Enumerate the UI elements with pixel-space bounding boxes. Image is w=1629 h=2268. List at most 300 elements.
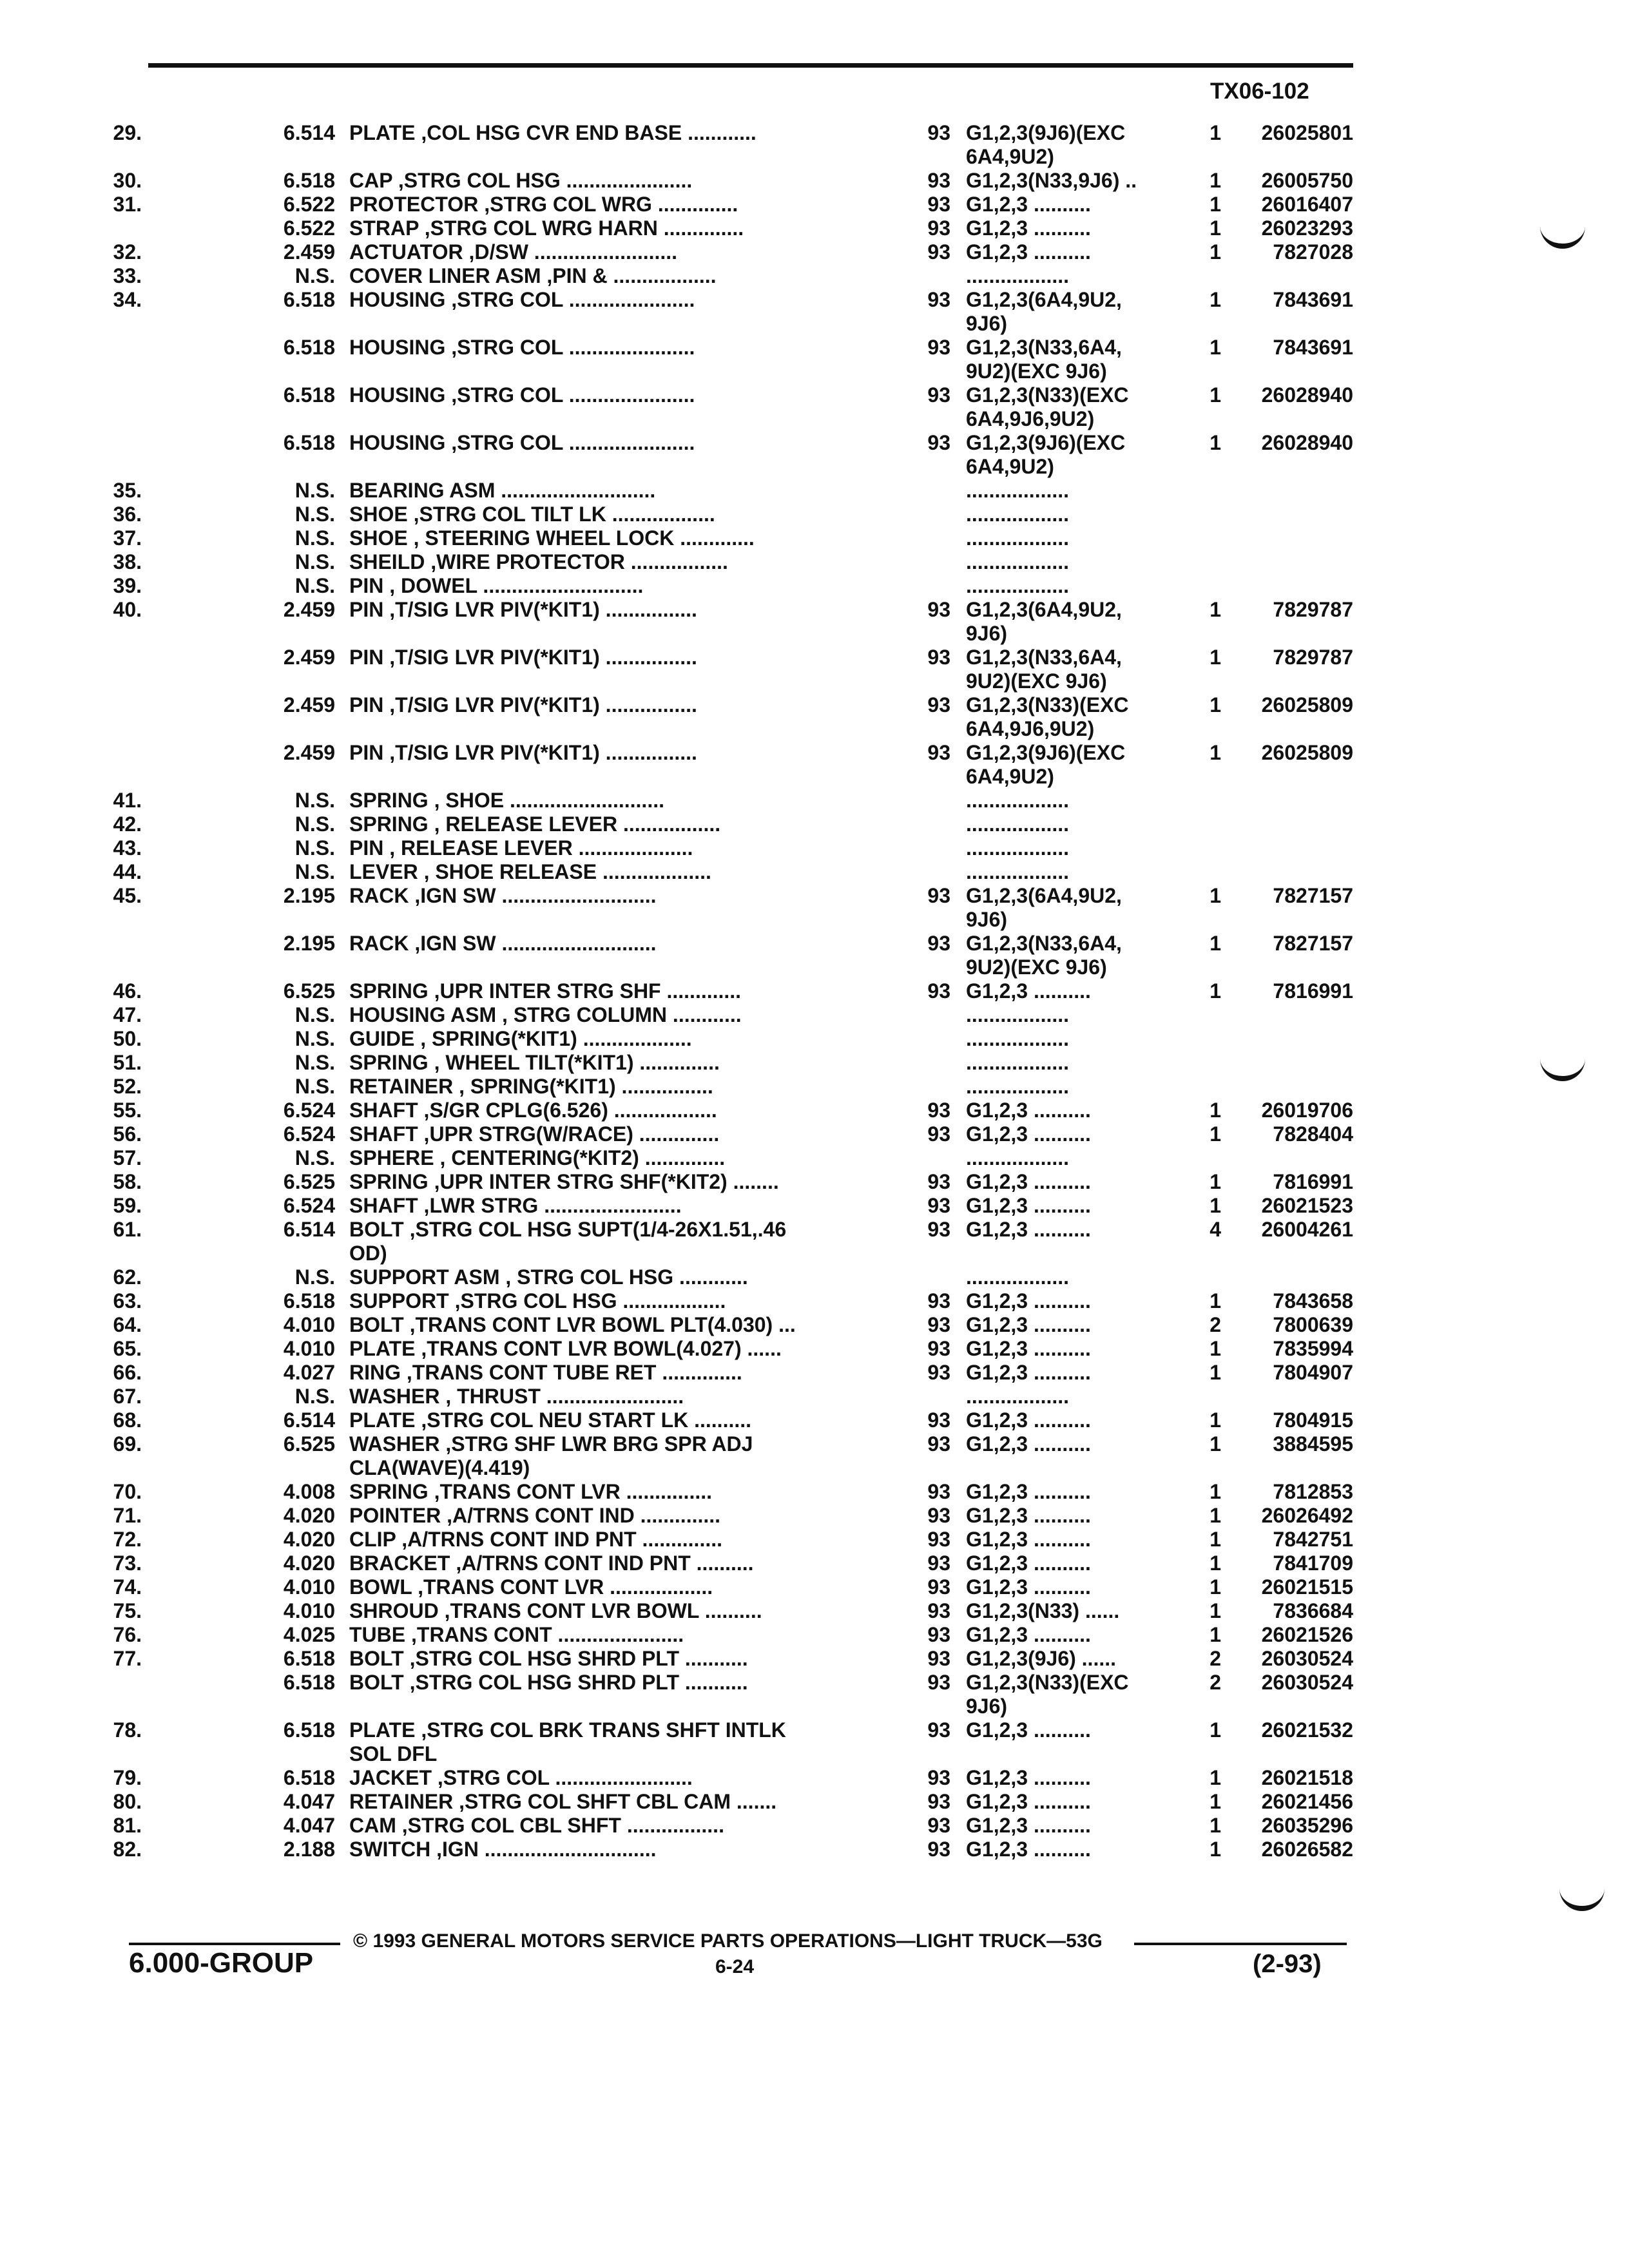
table-row	[0, 1218, 1629, 1265]
table-row	[0, 836, 1629, 860]
table-row	[0, 1528, 1629, 1552]
group-number: N.S.	[294, 1385, 335, 1408]
ref-number: 37.	[113, 526, 142, 550]
quantity: 1	[1210, 1099, 1221, 1122]
table-row	[0, 1313, 1629, 1337]
group-number: N.S.	[294, 1027, 335, 1050]
model-year: 93	[927, 1218, 950, 1241]
table-row	[0, 1718, 1629, 1766]
part-description: SUPPORT ,STRG COL HSG ..................	[349, 1289, 726, 1312]
part-number: 7829787	[1273, 598, 1353, 621]
part-description: JACKET ,STRG COL ........................	[349, 1766, 693, 1789]
part-description: BRACKET ,A/TRNS CONT IND PNT ..........	[349, 1552, 754, 1575]
usage-code: G1,2,3(N33,9J6) ..	[966, 169, 1137, 192]
ref-number: 36.	[113, 503, 142, 526]
group-number: 6.514	[283, 1218, 335, 1241]
usage-code: G1,2,3 ..........	[966, 1218, 1091, 1241]
part-number: 7816991	[1273, 979, 1353, 1003]
quantity: 1	[1210, 1337, 1221, 1360]
table-row	[0, 693, 1629, 741]
ref-number: 57.	[113, 1146, 142, 1169]
part-description: PLATE ,STRG COL BRK TRANS SHFT INTLK SOL DFL	[349, 1718, 786, 1765]
part-number: 7843691	[1273, 288, 1353, 311]
part-description: RACK ,IGN SW ...........................	[349, 884, 657, 907]
group-number: 6.522	[283, 193, 335, 216]
model-year: 93	[927, 932, 950, 955]
model-year: 93	[927, 1432, 950, 1456]
model-year: 93	[927, 1647, 950, 1670]
table-row	[0, 1838, 1629, 1861]
table-row	[0, 431, 1629, 479]
model-year: 93	[927, 1122, 950, 1146]
ref-number: 68.	[113, 1408, 142, 1432]
group-number: 6.518	[283, 288, 335, 311]
group-number: 6.518	[283, 1766, 335, 1789]
punch-mark	[1559, 1887, 1605, 1911]
group-number: 4.008	[283, 1480, 335, 1503]
quantity: 1	[1210, 741, 1221, 764]
part-description: HOUSING ,STRG COL ......................	[349, 288, 695, 311]
usage-code: G1,2,3 ..........	[966, 1099, 1091, 1122]
footer-rule-right	[1134, 1943, 1347, 1945]
ref-number: 33.	[113, 264, 142, 287]
ref-number: 52.	[113, 1075, 142, 1098]
ref-number: 70.	[113, 1480, 142, 1503]
ref-number: 45.	[113, 884, 142, 907]
ref-number: 82.	[113, 1838, 142, 1861]
group-number: 4.047	[283, 1790, 335, 1813]
model-year: 93	[927, 1408, 950, 1432]
part-description: SHAFT ,UPR STRG(W/RACE) ..............	[349, 1122, 720, 1146]
part-description: COVER LINER ASM ,PIN & ..................	[349, 264, 717, 287]
part-description: PIN ,T/SIG LVR PIV(*KIT1) ................	[349, 646, 697, 669]
group-number: 2.459	[283, 741, 335, 764]
part-description: SHEILD ,WIRE PROTECTOR .................	[349, 550, 728, 573]
ref-number: 40.	[113, 598, 142, 621]
quantity: 1	[1210, 336, 1221, 359]
ref-number: 50.	[113, 1027, 142, 1050]
usage-code: G1,2,3 ..........	[966, 1194, 1091, 1217]
group-number: 6.524	[283, 1099, 335, 1122]
usage-code: ..................	[966, 503, 1070, 526]
ref-number: 31.	[113, 193, 142, 216]
part-description: SHOE ,STRG COL TILT LK ..................	[349, 503, 715, 526]
part-number: 7843658	[1273, 1289, 1353, 1312]
ref-number: 39.	[113, 574, 142, 597]
usage-code: G1,2,3 ..........	[966, 1122, 1091, 1146]
part-number: 7804915	[1273, 1408, 1353, 1432]
ref-number: 34.	[113, 288, 142, 311]
part-number: 26025809	[1261, 741, 1353, 764]
group-number: 6.518	[283, 336, 335, 359]
table-row	[0, 860, 1629, 884]
quantity: 2	[1210, 1313, 1221, 1336]
group-number: N.S.	[294, 503, 335, 526]
usage-code: ..................	[966, 1385, 1070, 1408]
quantity: 1	[1210, 1575, 1221, 1599]
part-number: 26021518	[1261, 1766, 1353, 1789]
usage-code: G1,2,3(9J6)(EXC 6A4,9U2)	[966, 121, 1126, 168]
table-row	[0, 1408, 1629, 1432]
ref-number: 80.	[113, 1790, 142, 1813]
usage-code: ..................	[966, 789, 1070, 812]
group-number: 4.027	[283, 1361, 335, 1384]
part-description: PLATE ,TRANS CONT LVR BOWL(4.027) ......	[349, 1337, 782, 1360]
part-description: LEVER , SHOE RELEASE ...................	[349, 860, 711, 883]
quantity: 1	[1210, 979, 1221, 1003]
part-number: 26025801	[1261, 121, 1353, 144]
usage-code: G1,2,3 ..........	[966, 193, 1091, 216]
ref-number: 43.	[113, 836, 142, 860]
part-description: PIN ,T/SIG LVR PIV(*KIT1) ................	[349, 693, 697, 716]
part-number: 7827028	[1273, 240, 1353, 264]
group-number: 2.188	[283, 1838, 335, 1861]
quantity: 1	[1210, 1718, 1221, 1742]
ref-number: 44.	[113, 860, 142, 883]
part-number: 7842751	[1273, 1528, 1353, 1551]
ref-number: 29.	[113, 121, 142, 144]
quantity: 1	[1210, 121, 1221, 144]
group-number: N.S.	[294, 789, 335, 812]
quantity: 1	[1210, 1838, 1221, 1861]
table-row	[0, 1265, 1629, 1289]
model-year: 93	[927, 1599, 950, 1622]
table-row	[0, 1575, 1629, 1599]
quantity: 1	[1210, 193, 1221, 216]
table-row	[0, 1027, 1629, 1051]
usage-code: ..................	[966, 860, 1070, 883]
usage-code: G1,2,3 ..........	[966, 1480, 1091, 1503]
ref-number: 66.	[113, 1361, 142, 1384]
usage-code: G1,2,3 ..........	[966, 1814, 1091, 1837]
part-number: 26028940	[1261, 383, 1353, 407]
table-row	[0, 240, 1629, 264]
group-number: N.S.	[294, 1051, 335, 1074]
group-number: 2.195	[283, 884, 335, 907]
quantity: 2	[1210, 1671, 1221, 1694]
ref-number: 73.	[113, 1552, 142, 1575]
part-description: SPRING , SHOE ...........................	[349, 789, 664, 812]
quantity: 2	[1210, 1647, 1221, 1670]
group-number: 6.525	[283, 1432, 335, 1456]
usage-code: G1,2,3(N33,6A4, 9U2)(EXC 9J6)	[966, 336, 1122, 383]
usage-code: G1,2,3 ..........	[966, 1504, 1091, 1527]
usage-code: G1,2,3(9J6)(EXC 6A4,9U2)	[966, 741, 1126, 788]
page-code: TX06-102	[1210, 79, 1309, 104]
group-number: 6.514	[283, 121, 335, 144]
part-description: PLATE ,STRG COL NEU START LK ..........	[349, 1408, 752, 1432]
model-year: 93	[927, 1480, 950, 1503]
part-number: 26026492	[1261, 1504, 1353, 1527]
footer-date: (2-93)	[1253, 1950, 1322, 1978]
part-description: BOLT ,STRG COL HSG SHRD PLT ...........	[349, 1647, 748, 1670]
group-number: 6.518	[283, 383, 335, 407]
part-number: 26019706	[1261, 1099, 1353, 1122]
table-row	[0, 598, 1629, 646]
table-row	[0, 1099, 1629, 1122]
model-year: 93	[927, 979, 950, 1003]
model-year: 93	[927, 1528, 950, 1551]
usage-code: G1,2,3 ..........	[966, 1552, 1091, 1575]
part-number: 26030524	[1261, 1647, 1353, 1670]
group-number: 4.020	[283, 1528, 335, 1551]
quantity: 1	[1210, 431, 1221, 454]
usage-code: G1,2,3 ..........	[966, 1289, 1091, 1312]
model-year: 93	[927, 1766, 950, 1789]
part-description: SPRING , WHEEL TILT(*KIT1) ..............	[349, 1051, 720, 1074]
usage-code: G1,2,3 ..........	[966, 1575, 1091, 1599]
quantity: 1	[1210, 383, 1221, 407]
usage-code: G1,2,3(6A4,9U2, 9J6)	[966, 598, 1122, 645]
quantity: 1	[1210, 1504, 1221, 1527]
quantity: 1	[1210, 1814, 1221, 1837]
table-row	[0, 193, 1629, 216]
ref-number: 56.	[113, 1122, 142, 1146]
table-row	[0, 1790, 1629, 1814]
part-description: SHAFT ,S/GR CPLG(6.526) ..................	[349, 1099, 717, 1122]
usage-code: ..................	[966, 479, 1070, 502]
ref-number: 63.	[113, 1289, 142, 1312]
part-description: SUPPORT ASM , STRG COL HSG ............	[349, 1265, 748, 1289]
usage-code: G1,2,3 ..........	[966, 1790, 1091, 1813]
part-description: PIN ,T/SIG LVR PIV(*KIT1) ................	[349, 598, 697, 621]
ref-number: 81.	[113, 1814, 142, 1837]
ref-number: 76.	[113, 1623, 142, 1646]
usage-code: ..................	[966, 264, 1070, 287]
usage-code: G1,2,3(N33,6A4, 9U2)(EXC 9J6)	[966, 932, 1122, 979]
usage-code: G1,2,3 ..........	[966, 1361, 1091, 1384]
part-number: 26016407	[1261, 193, 1353, 216]
usage-code: G1,2,3 ..........	[966, 1313, 1091, 1336]
part-description: SPRING , RELEASE LEVER .................	[349, 812, 721, 836]
model-year: 93	[927, 1790, 950, 1813]
usage-code: ..................	[966, 812, 1070, 836]
part-description: PLATE ,COL HSG CVR END BASE ............	[349, 121, 757, 144]
group-number: 2.459	[283, 693, 335, 716]
group-number: N.S.	[294, 574, 335, 597]
part-number: 26021523	[1261, 1194, 1353, 1217]
table-row	[0, 1122, 1629, 1146]
part-number: 7829787	[1273, 646, 1353, 669]
group-number: 4.020	[283, 1552, 335, 1575]
usage-code: ..................	[966, 1075, 1070, 1098]
part-number: 26028940	[1261, 431, 1353, 454]
group-number: 6.525	[283, 1170, 335, 1193]
model-year: 93	[927, 1170, 950, 1193]
model-year: 93	[927, 216, 950, 240]
group-number: 6.518	[283, 1718, 335, 1742]
part-description: BOLT ,STRG COL HSG SHRD PLT ...........	[349, 1671, 748, 1694]
quantity: 1	[1210, 1528, 1221, 1551]
quantity: 1	[1210, 1599, 1221, 1622]
usage-code: G1,2,3(6A4,9U2, 9J6)	[966, 884, 1122, 931]
ref-number: 59.	[113, 1194, 142, 1217]
table-row	[0, 789, 1629, 812]
model-year: 93	[927, 1504, 950, 1527]
part-description: CLIP ,A/TRNS CONT IND PNT ..............	[349, 1528, 722, 1551]
group-number: N.S.	[294, 550, 335, 573]
model-year: 93	[927, 1099, 950, 1122]
group-number: 6.518	[283, 169, 335, 192]
group-number: 4.020	[283, 1504, 335, 1527]
part-description: HOUSING ,STRG COL ......................	[349, 431, 695, 454]
model-year: 93	[927, 288, 950, 311]
group-number: N.S.	[294, 1075, 335, 1098]
model-year: 93	[927, 336, 950, 359]
part-number: 26021456	[1261, 1790, 1353, 1813]
table-row	[0, 1814, 1629, 1838]
usage-code: G1,2,3(N33) ......	[966, 1599, 1120, 1622]
part-description: BEARING ASM ...........................	[349, 479, 656, 502]
part-description: SPHERE , CENTERING(*KIT2) ..............	[349, 1146, 726, 1169]
usage-code: ..................	[966, 1146, 1070, 1169]
part-description: HOUSING ASM , STRG COLUMN ............	[349, 1003, 742, 1026]
table-row	[0, 1599, 1629, 1623]
part-description: SPRING ,UPR INTER STRG SHF .............	[349, 979, 742, 1003]
usage-code: G1,2,3 ..........	[966, 216, 1091, 240]
part-number: 26030524	[1261, 1671, 1353, 1694]
model-year: 93	[927, 1194, 950, 1217]
table-row	[0, 336, 1629, 383]
usage-code: G1,2,3 ..........	[966, 1170, 1091, 1193]
usage-code: ..................	[966, 526, 1070, 550]
quantity: 1	[1210, 1623, 1221, 1646]
ref-number: 51.	[113, 1051, 142, 1074]
quantity: 1	[1210, 288, 1221, 311]
part-description: WASHER ,STRG SHF LWR BRG SPR ADJ CLA(WAVE)(4.419)	[349, 1432, 753, 1479]
group-number: N.S.	[294, 860, 335, 883]
part-number: 26021532	[1261, 1718, 1353, 1742]
ref-number: 58.	[113, 1170, 142, 1193]
group-number: 6.518	[283, 1289, 335, 1312]
model-year: 93	[927, 121, 950, 144]
part-description: STRAP ,STRG COL WRG HARN ..............	[349, 216, 744, 240]
part-description: SPRING ,TRANS CONT LVR ...............	[349, 1480, 712, 1503]
table-row	[0, 1146, 1629, 1170]
ref-number: 69.	[113, 1432, 142, 1456]
group-number: 6.522	[283, 216, 335, 240]
ref-number: 30.	[113, 169, 142, 192]
model-year: 93	[927, 598, 950, 621]
usage-code: ..................	[966, 836, 1070, 860]
part-description: TUBE ,TRANS CONT ......................	[349, 1623, 684, 1646]
table-row	[0, 1003, 1629, 1027]
group-number: 4.010	[283, 1337, 335, 1360]
usage-code: G1,2,3 ..........	[966, 240, 1091, 264]
part-number: 26005750	[1261, 169, 1353, 192]
ref-number: 75.	[113, 1599, 142, 1622]
table-row	[0, 550, 1629, 574]
usage-code: ..................	[966, 574, 1070, 597]
usage-code: ..................	[966, 1027, 1070, 1050]
quantity: 1	[1210, 884, 1221, 907]
group-number: 4.010	[283, 1313, 335, 1336]
part-description: BOLT ,STRG COL HSG SUPT(1/4-26X1.51,.46 OD)	[349, 1218, 787, 1265]
group-number: N.S.	[294, 264, 335, 287]
part-number: 26023293	[1261, 216, 1353, 240]
model-year: 93	[927, 240, 950, 264]
model-year: 93	[927, 1718, 950, 1742]
quantity: 1	[1210, 1552, 1221, 1575]
ref-number: 35.	[113, 479, 142, 502]
table-row	[0, 884, 1629, 932]
model-year: 93	[927, 1337, 950, 1360]
group-number: N.S.	[294, 836, 335, 860]
model-year: 93	[927, 646, 950, 669]
table-row	[0, 1552, 1629, 1575]
part-description: HOUSING ,STRG COL ......................	[349, 383, 695, 407]
ref-number: 71.	[113, 1504, 142, 1527]
model-year: 93	[927, 1575, 950, 1599]
ref-number: 38.	[113, 550, 142, 573]
ref-number: 78.	[113, 1718, 142, 1742]
part-description: RING ,TRANS CONT TUBE RET ..............	[349, 1361, 742, 1384]
table-row	[0, 1194, 1629, 1218]
part-description: BOLT ,TRANS CONT LVR BOWL PLT(4.030) ...	[349, 1313, 796, 1336]
part-number: 7800639	[1273, 1313, 1353, 1336]
model-year: 93	[927, 741, 950, 764]
model-year: 93	[927, 693, 950, 716]
table-row	[0, 1385, 1629, 1408]
usage-code: G1,2,3 ..........	[966, 1337, 1091, 1360]
table-row	[0, 1504, 1629, 1528]
group-number: 4.010	[283, 1599, 335, 1622]
group-number: N.S.	[294, 1265, 335, 1289]
table-row	[0, 1051, 1629, 1075]
table-row	[0, 1623, 1629, 1647]
ref-number: 79.	[113, 1766, 142, 1789]
usage-code: G1,2,3(6A4,9U2, 9J6)	[966, 288, 1122, 335]
group-number: 4.010	[283, 1575, 335, 1599]
part-number: 7836684	[1273, 1599, 1353, 1622]
footer-rule-left	[129, 1943, 340, 1945]
table-row	[0, 526, 1629, 550]
group-number: 6.524	[283, 1122, 335, 1146]
usage-code: G1,2,3 ..........	[966, 1718, 1091, 1742]
part-number: 7828404	[1273, 1122, 1353, 1146]
model-year: 93	[927, 1552, 950, 1575]
model-year: 93	[927, 169, 950, 192]
ref-number: 46.	[113, 979, 142, 1003]
footer-copyright: © 1993 GENERAL MOTORS SERVICE PARTS OPERATIONS—LIGHT TRUCK—53G	[353, 1930, 1103, 1952]
quantity: 1	[1210, 216, 1221, 240]
table-row	[0, 574, 1629, 598]
quantity: 1	[1210, 169, 1221, 192]
table-row	[0, 1289, 1629, 1313]
quantity: 4	[1210, 1218, 1221, 1241]
table-row	[0, 1361, 1629, 1385]
ref-number: 32.	[113, 240, 142, 264]
usage-code: G1,2,3 ..........	[966, 1766, 1091, 1789]
quantity: 1	[1210, 1480, 1221, 1503]
part-description: SPRING ,UPR INTER STRG SHF(*KIT2) ........	[349, 1170, 779, 1193]
footer-group: 6.000-GROUP	[129, 1947, 314, 1979]
usage-code: G1,2,3 ..........	[966, 1623, 1091, 1646]
part-number: 26026582	[1261, 1838, 1353, 1861]
table-row	[0, 1432, 1629, 1480]
part-number: 3884595	[1273, 1432, 1353, 1456]
part-number: 7827157	[1273, 932, 1353, 955]
ref-number: 62.	[113, 1265, 142, 1289]
group-number: N.S.	[294, 526, 335, 550]
model-year: 93	[927, 1361, 950, 1384]
group-number: 6.518	[283, 1647, 335, 1670]
parts-list	[0, 121, 1629, 1861]
part-description: POINTER ,A/TRNS CONT IND ..............	[349, 1504, 721, 1527]
quantity: 1	[1210, 1408, 1221, 1432]
part-description: RACK ,IGN SW ...........................	[349, 932, 657, 955]
ref-number: 61.	[113, 1218, 142, 1241]
